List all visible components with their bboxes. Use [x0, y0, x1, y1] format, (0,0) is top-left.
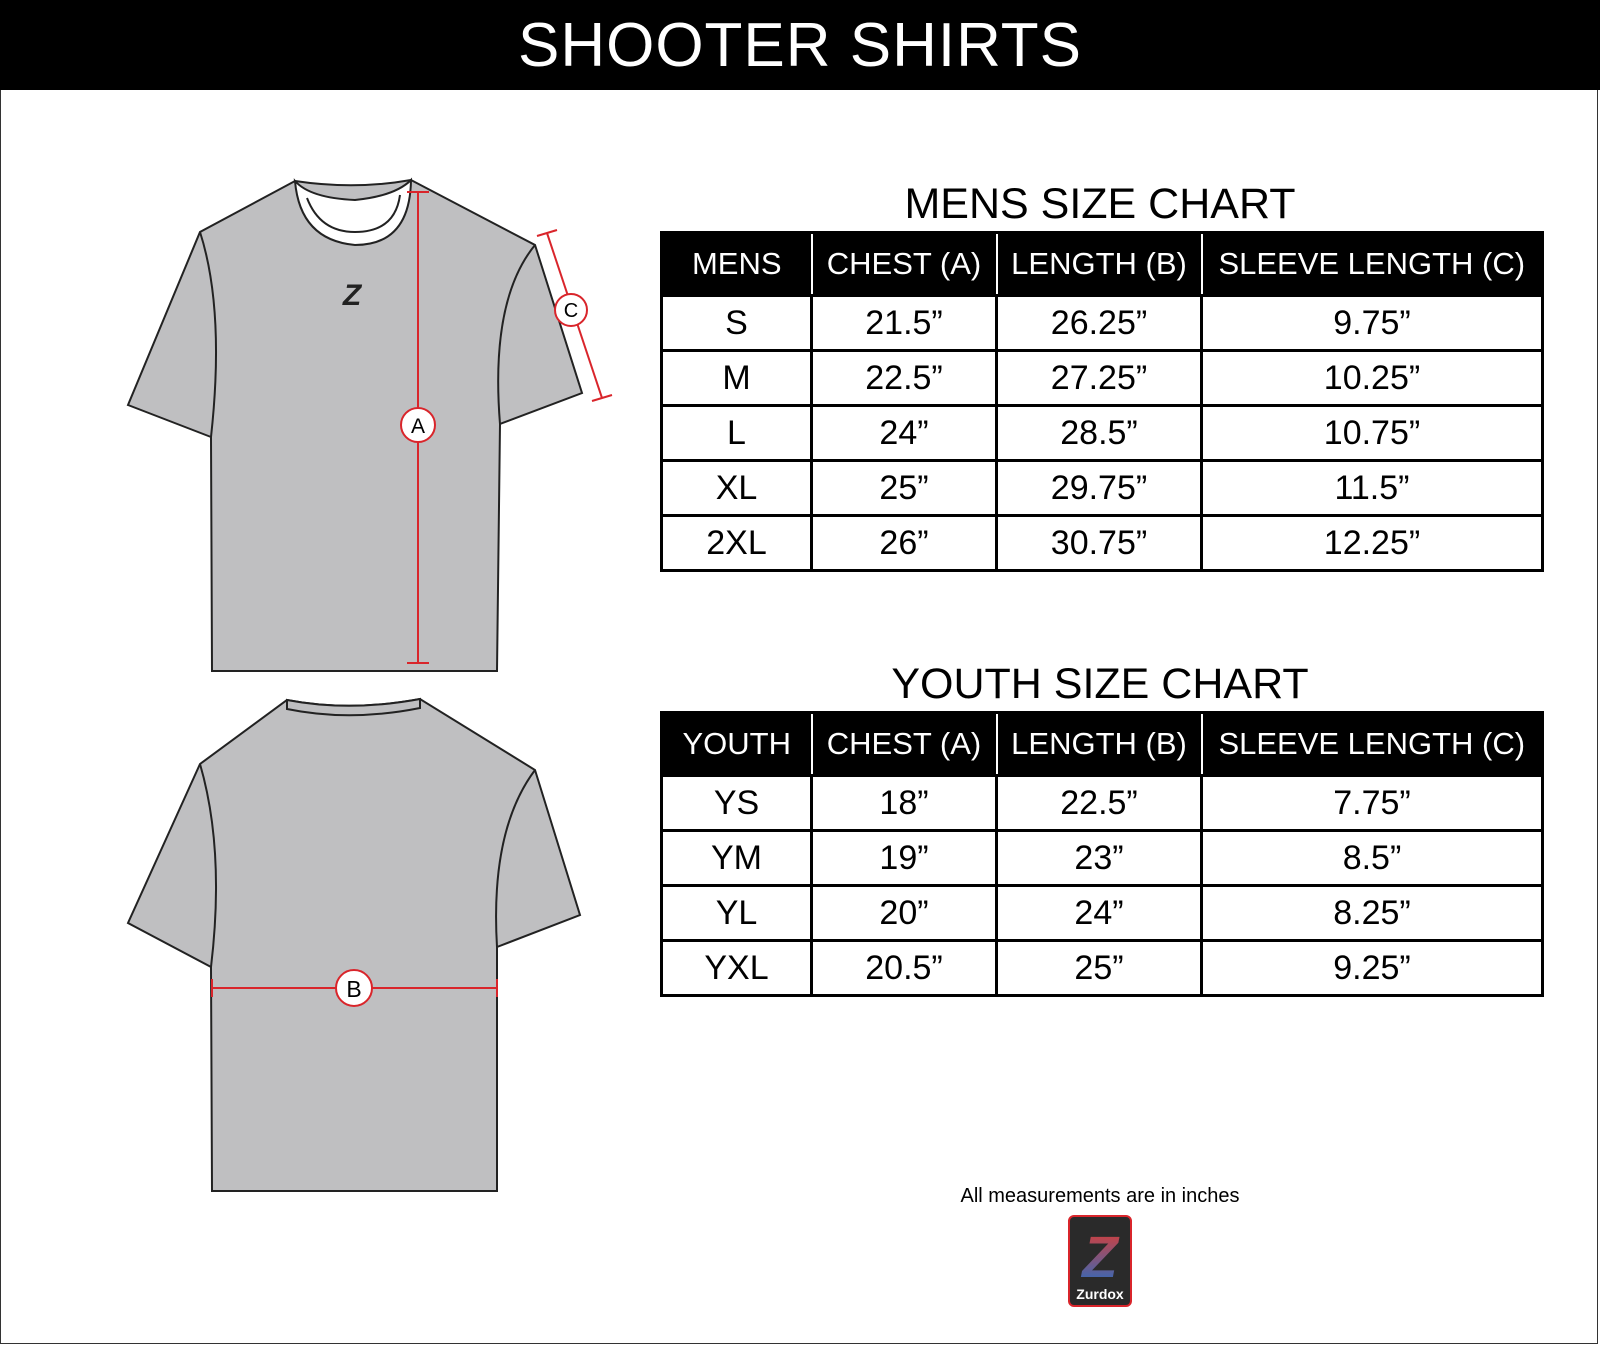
sleeve-cell: 10.75”: [1202, 406, 1543, 461]
table-row: [662, 461, 1543, 516]
label-b: B: [346, 976, 362, 1002]
chest-cell: 25”: [812, 461, 997, 516]
chest-logo: Z: [342, 279, 362, 312]
youth-col-chest: CHEST (A): [812, 713, 997, 776]
mens-header-row: [662, 233, 1543, 296]
chest-cell: 18”: [812, 776, 997, 831]
table-row: [662, 886, 1543, 941]
mens-chart-title: MENS SIZE CHART: [904, 180, 1296, 228]
size-cell: YS: [662, 776, 812, 831]
size-cell: XL: [662, 461, 812, 516]
sleeve-cell: 10.25”: [1202, 351, 1543, 406]
table-row: [662, 941, 1543, 996]
table-row: [662, 831, 1543, 886]
size-cell: YM: [662, 831, 812, 886]
length-cell: 22.5”: [997, 776, 1202, 831]
mens-col-length: LENGTH (B): [997, 233, 1202, 296]
chest-cell: 21.5”: [812, 296, 997, 351]
sleeve-cell: 11.5”: [1202, 461, 1543, 516]
chest-cell: 22.5”: [812, 351, 997, 406]
sleeve-cell: 7.75”: [1202, 776, 1543, 831]
mens-size-table: [660, 231, 1544, 572]
label-c: C: [563, 300, 579, 322]
sleeve-cell: 12.25”: [1202, 516, 1543, 571]
length-cell: 25”: [997, 941, 1202, 996]
sleeve-cell: 8.5”: [1202, 831, 1543, 886]
table-row: [662, 296, 1543, 351]
chest-cell: 19”: [812, 831, 997, 886]
length-cell: 27.25”: [997, 351, 1202, 406]
size-cell: S: [662, 296, 812, 351]
length-cell: 26.25”: [997, 296, 1202, 351]
chest-cell: 26”: [812, 516, 997, 571]
youth-header-row: [662, 713, 1543, 776]
sleeve-cell: 8.25”: [1202, 886, 1543, 941]
back-shirt-illustration: [128, 699, 580, 1191]
size-cell: 2XL: [662, 516, 812, 571]
length-cell: 29.75”: [997, 461, 1202, 516]
measurement-note: All measurements are in inches: [960, 1185, 1240, 1207]
size-cell: YXL: [662, 941, 812, 996]
youth-col-length: LENGTH (B): [997, 713, 1202, 776]
table-row: [662, 776, 1543, 831]
page-title: SHOOTER SHIRTS: [0, 0, 1600, 90]
sleeve-cell: 9.25”: [1202, 941, 1543, 996]
size-cell: L: [662, 406, 812, 461]
sleeve-cell: 9.75”: [1202, 296, 1543, 351]
table-row: [662, 406, 1543, 461]
length-cell: 24”: [997, 886, 1202, 941]
label-a: A: [410, 415, 426, 438]
size-cell: M: [662, 351, 812, 406]
length-cell: 30.75”: [997, 516, 1202, 571]
table-row: [662, 351, 1543, 406]
size-cell: YL: [662, 886, 812, 941]
brand-name: Zurdox: [1076, 1286, 1124, 1302]
chest-cell: 20”: [812, 886, 997, 941]
youth-col-size: YOUTH: [662, 713, 812, 776]
mens-col-sleeve: SLEEVE LENGTH (C): [1202, 233, 1543, 296]
zurdox-mark: Z: [1082, 1225, 1118, 1290]
mens-col-size: MENS: [662, 233, 812, 296]
youth-chart-title: YOUTH SIZE CHART: [891, 660, 1309, 708]
length-cell: 28.5”: [997, 406, 1202, 461]
table-row: [662, 516, 1543, 571]
zurdox-logo: [1068, 1215, 1132, 1307]
mens-col-chest: CHEST (A): [812, 233, 997, 296]
chest-cell: 24”: [812, 406, 997, 461]
length-cell: 23”: [997, 831, 1202, 886]
chest-cell: 20.5”: [812, 941, 997, 996]
youth-size-table: [660, 711, 1544, 997]
front-shirt-illustration: [128, 180, 582, 671]
youth-col-sleeve: SLEEVE LENGTH (C): [1202, 713, 1543, 776]
